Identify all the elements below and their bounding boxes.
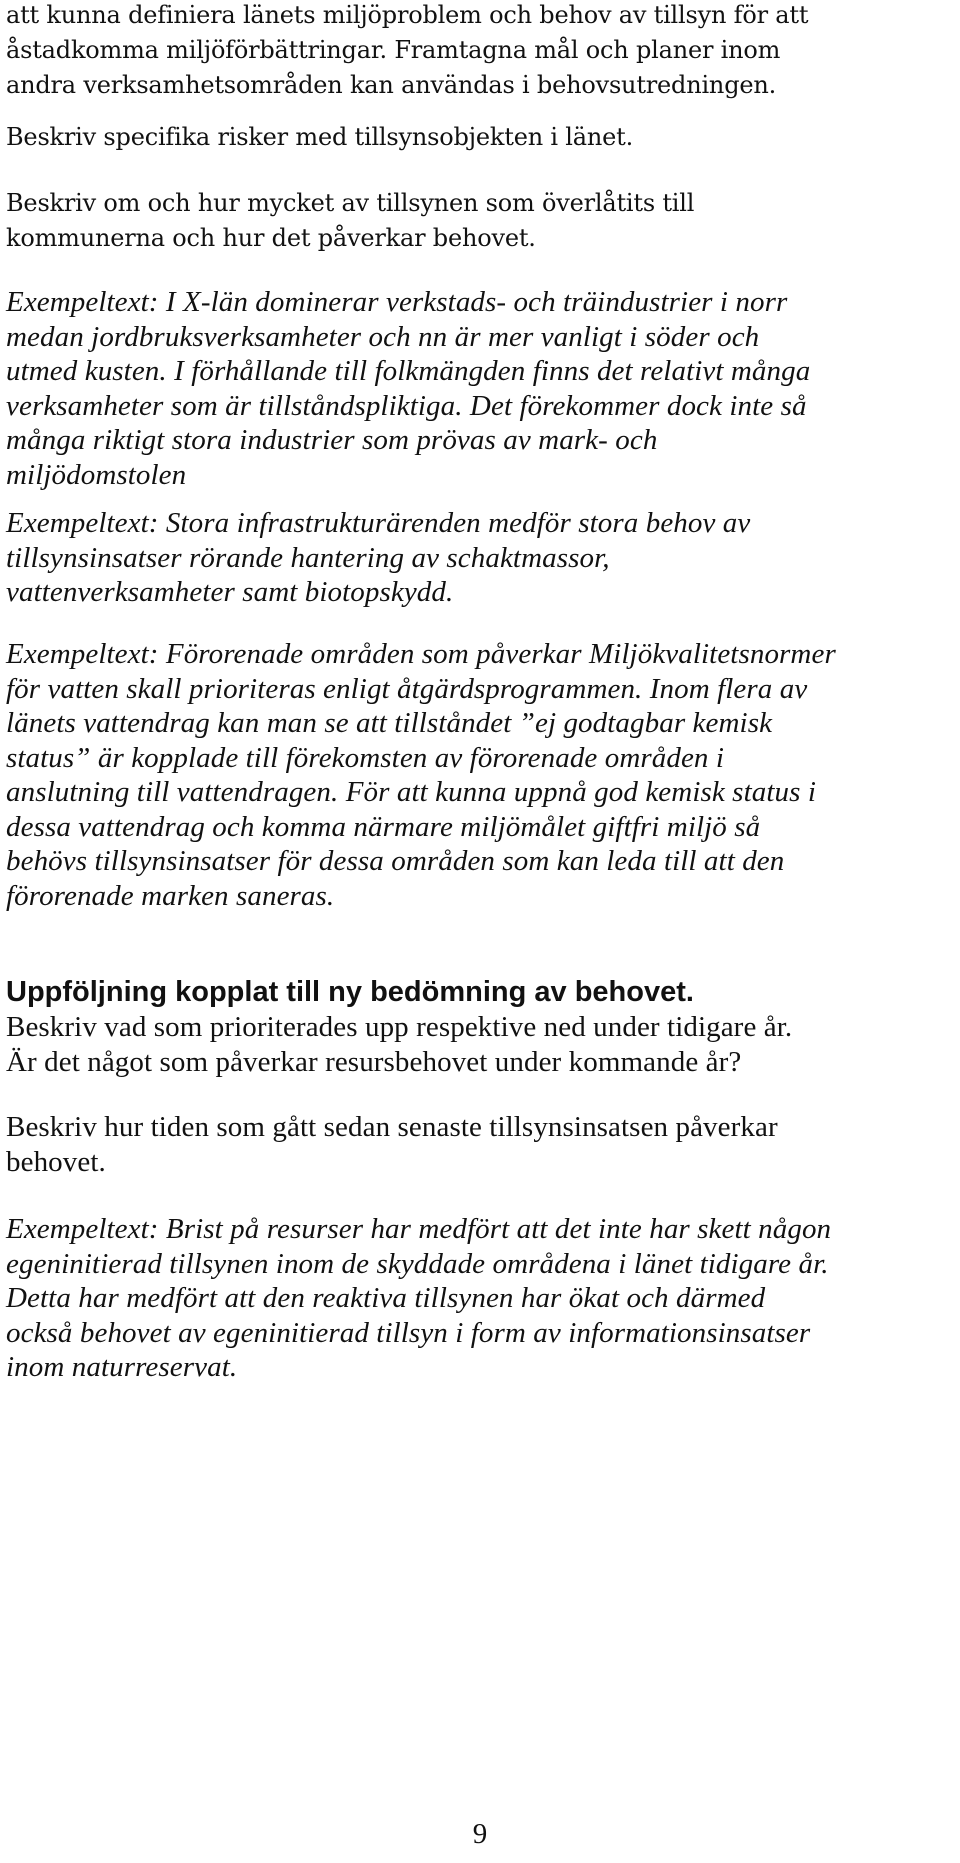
text-line: utmed kusten. I förhållande till folkmängden finns det relativt många: [6, 355, 811, 387]
text-line: Exempeltext: Brist på resurser har medfört att det inte har skett någon: [6, 1213, 832, 1245]
section-heading: Uppföljning kopplat till ny bedömning av behovet.: [6, 976, 694, 1008]
text-line: inom naturreservat.: [6, 1351, 238, 1383]
time-paragraph: [6, 1110, 956, 1179]
text-line: tillsynsinsatser rörande hantering av schaktmassor,: [6, 541, 610, 574]
text-line: anslutning till vattendragen. För att kunna uppnå god kemisk status i: [6, 776, 816, 808]
example-text-4: [6, 1212, 956, 1385]
text-line: andra verksamhetsområden kan användas i behovsutredningen.: [6, 71, 777, 99]
text-line: för vatten skall prioriteras enligt åtgärdsprogrammen. Inom flera av: [6, 672, 808, 705]
text-line: Beskriv specifika risker med tillsynsobjekten i länet.: [6, 123, 634, 151]
text-line: dessa vattendrag och komma närmare miljömålet giftfri miljö så: [6, 810, 761, 843]
risks-paragraph: [6, 120, 956, 155]
example-text-3: [6, 637, 956, 913]
page-number: 9: [472, 1818, 488, 1850]
text-line: kommunerna och hur det påverkar behovet.: [6, 224, 536, 252]
text-line: Beskriv vad som prioriterades upp respektive ned under tidigare år.: [6, 1011, 793, 1043]
text-line: många riktigt stora industrier som prövas av mark- och: [6, 424, 658, 456]
text-line: Är det något som påverkar resursbehovet under kommande år?: [6, 1045, 742, 1078]
text-line: Detta har medfört att den reaktiva tillsynen har ökat och därmed: [6, 1282, 766, 1314]
delegation-paragraph: [6, 186, 956, 256]
text-line: Beskriv hur tiden som gått sedan senaste tillsynsinsatsen påverkar: [6, 1111, 778, 1143]
followup-paragraph: [6, 1010, 956, 1079]
text-line: verksamheter som är tillståndspliktiga. Det förekommer dock inte så: [6, 389, 807, 422]
text-line: behövs tillsynsinsatser för dessa områden som kan leda till att den: [6, 845, 785, 877]
intro-paragraph: [6, 0, 956, 103]
text-line: egeninitierad tillsynen inom de skyddade områdena i länet tidigare år.: [6, 1247, 829, 1280]
text-line: Exempeltext: Stora infrastrukturärenden medför stora behov av: [6, 507, 751, 539]
text-line: Beskriv om och hur mycket av tillsynen som överlåtits till: [6, 189, 695, 217]
text-line: länets vattendrag kan man se att tillståndet ”ej godtagbar kemisk: [6, 707, 773, 739]
text-line: behovet.: [6, 1145, 106, 1178]
text-line: Exempeltext: Förorenade områden som påverkar Miljökvalitetsnormer: [6, 638, 836, 670]
example-text-1: [6, 285, 956, 492]
example-text-2: [6, 506, 956, 610]
text-line: åstadkomma miljöförbättringar. Framtagna mål och planer inom: [6, 36, 781, 64]
text-line: status” är kopplade till förekomsten av förorenade områden i: [6, 741, 725, 774]
text-line: att kunna definiera länets miljöproblem och behov av tillsyn för att: [6, 1, 809, 29]
text-line: också behovet av egeninitierad tillsyn i form av informationsinsatser: [6, 1316, 811, 1349]
text-line: medan jordbruksverksamheter och nn är mer vanligt i söder och: [6, 320, 760, 353]
text-line: vattenverksamheter samt biotopskydd.: [6, 576, 454, 608]
text-line: Exempeltext: I X-län dominerar verkstads- och träindustrier i norr: [6, 286, 788, 318]
text-line: förorenade marken saneras.: [6, 879, 335, 912]
text-line: miljödomstolen: [6, 458, 187, 491]
